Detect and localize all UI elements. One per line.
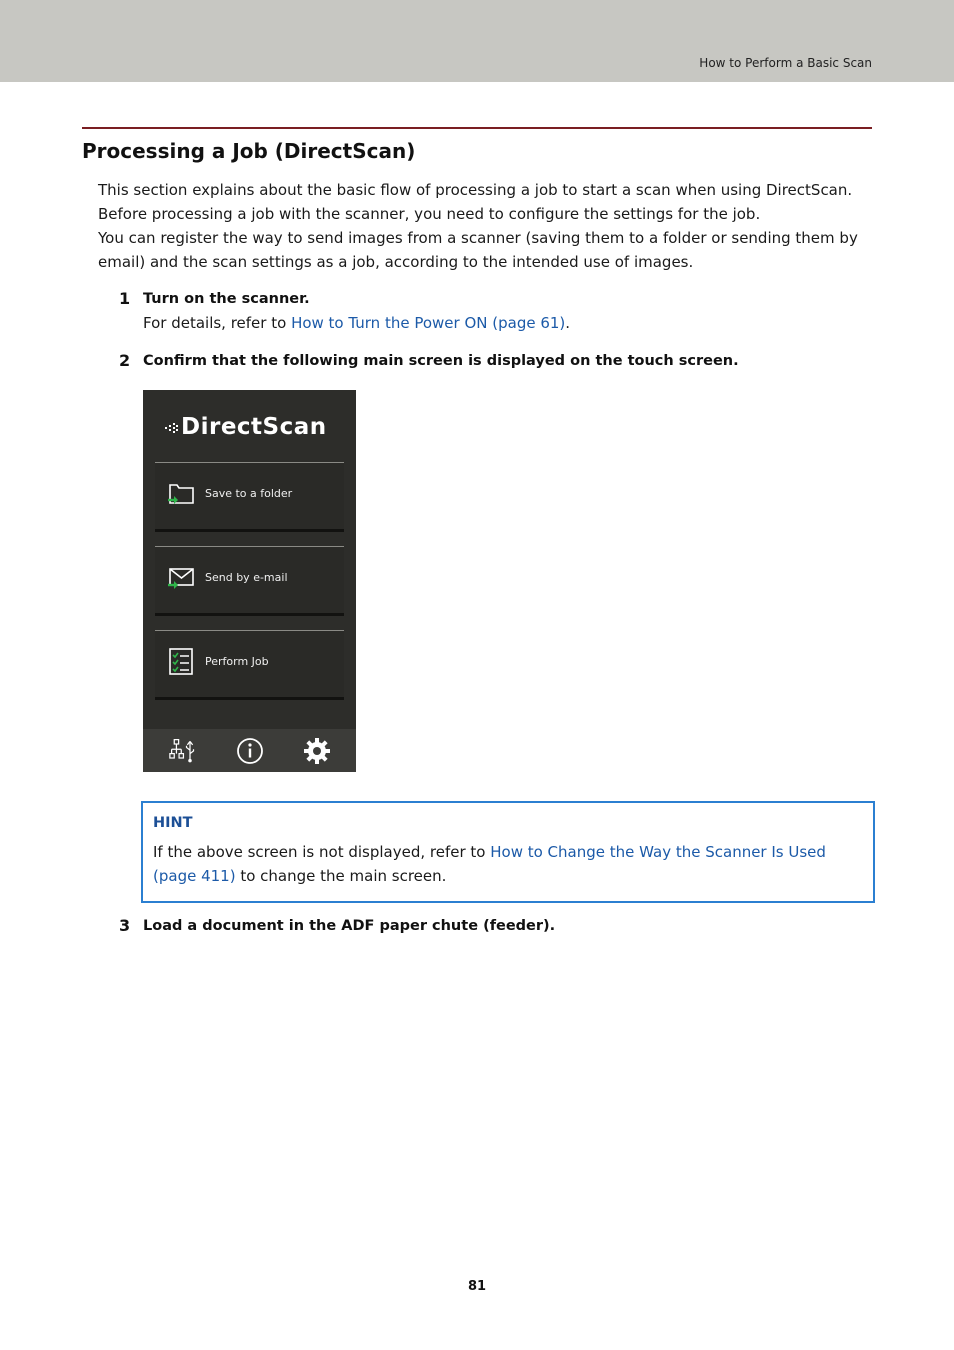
- perform-job-label: Perform Job: [205, 655, 269, 668]
- send-by-email-label: Send by e-mail: [205, 571, 288, 584]
- intro-line: Before processing a job with the scanner, you need to configure the settings for the job.: [98, 205, 761, 223]
- hint-text-prefix: If the above screen is not displayed, refer to: [153, 843, 491, 861]
- hint-text-suffix: to change the main screen.: [235, 867, 447, 885]
- step-title: Confirm that the following main screen is displayed on the touch screen.: [143, 353, 739, 369]
- checklist-icon: [167, 647, 195, 675]
- directscan-main-screen: [143, 390, 356, 772]
- logo-text: DirectScan: [181, 414, 327, 440]
- power-on-link[interactable]: How to Turn the Power ON (page 61): [291, 314, 566, 332]
- perform-job-button[interactable]: [155, 630, 344, 697]
- mail-arrow-icon: [167, 563, 195, 591]
- save-to-folder-label: Save to a folder: [205, 487, 293, 500]
- hint-text: [153, 840, 853, 888]
- gear-icon[interactable]: [303, 737, 331, 765]
- page-number: 81: [467, 1279, 487, 1294]
- step-title: Load a document in the ADF paper chute (feeder).: [143, 918, 556, 934]
- folder-arrow-icon: [167, 479, 195, 507]
- change-usage-link[interactable]: How to Change the Way the Scanner Is Used (page 411): [153, 843, 826, 885]
- directscan-logo: [165, 414, 327, 440]
- step-number: 1: [119, 289, 131, 308]
- logo-dots-icon: [165, 423, 179, 433]
- device-bottom-bar: [143, 729, 356, 772]
- hint-box: [141, 801, 875, 903]
- send-by-email-button[interactable]: [155, 546, 344, 613]
- step-number: 2: [119, 351, 131, 370]
- step-title: Turn on the scanner.: [143, 291, 310, 307]
- intro-text: [98, 178, 868, 274]
- title-rule: [82, 127, 872, 129]
- step-number: 3: [119, 916, 131, 935]
- info-icon[interactable]: [236, 737, 264, 765]
- running-head: How to Perform a Basic Scan: [699, 56, 872, 70]
- step-body-suffix: .: [565, 314, 571, 332]
- intro-line: You can register the way to send images from a scanner (saving them to a folder or sending them by email) and the scan settings as a job, according to the intended use of images.: [98, 229, 858, 271]
- save-to-folder-button[interactable]: [155, 462, 344, 529]
- network-usb-icon[interactable]: [169, 737, 197, 765]
- section-title: Processing a Job (DirectScan): [82, 139, 416, 163]
- hint-title: HINT: [153, 815, 193, 831]
- intro-line: This section explains about the basic flow of processing a job to start a scan when using DirectScan.: [98, 181, 853, 199]
- step-body-prefix: For details, refer to: [143, 314, 292, 332]
- step-body: [143, 314, 570, 332]
